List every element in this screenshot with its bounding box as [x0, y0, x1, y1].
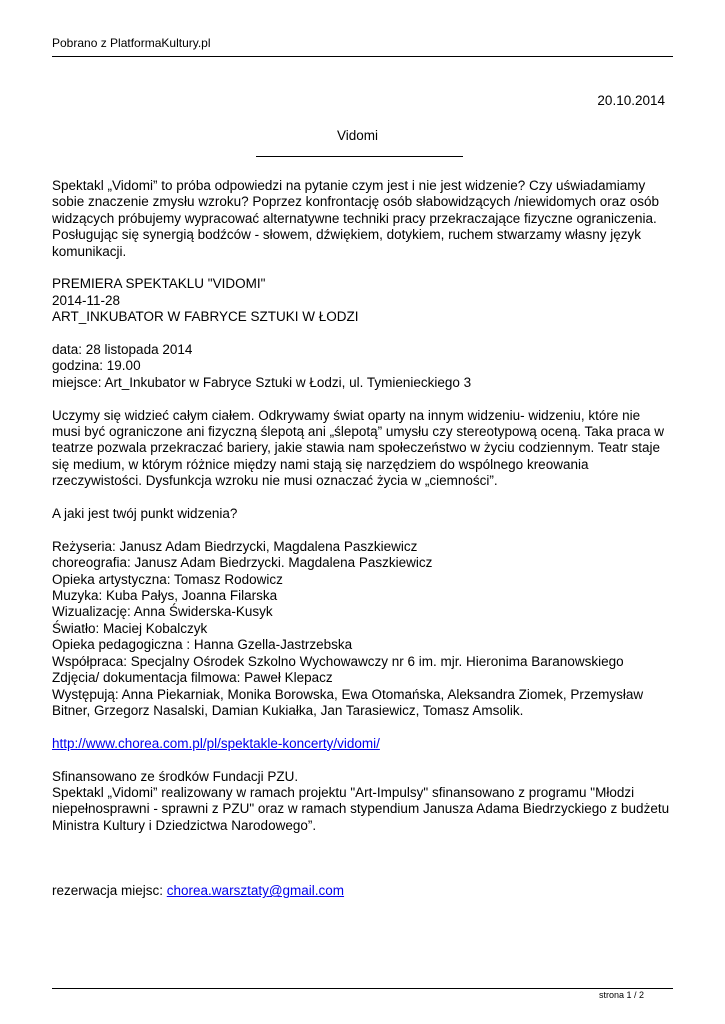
- credits-block: [52, 539, 672, 719]
- event-date: data: 28 listopada 2014: [52, 342, 193, 358]
- header-divider: [52, 56, 673, 57]
- reservation-line: [52, 883, 672, 899]
- credit-line: choreografia: Janusz Adam Biedrzycki. Magdalena Paszkiewicz: [52, 555, 433, 571]
- credit-line: Opieka pedagogiczna : Hanna Gzella-Jastrzebska: [52, 637, 353, 653]
- premiere-venue: ART_INKUBATOR W FABRYCE SZTUKI W ŁODZI: [52, 309, 359, 325]
- event-time: godzina: 19.00: [52, 358, 141, 374]
- article-body: [52, 178, 672, 916]
- credit-line: Współpraca: Specjalny Ośrodek Szkolno Wychowawczy nr 6 im. mjr. Hieronima Baranowskiego: [52, 653, 624, 669]
- footer-divider: [52, 988, 673, 989]
- credit-line: Reżyseria: Janusz Adam Biedrzycki, Magdalena Paszkiewicz: [52, 538, 418, 554]
- page-title: Vidomi: [336, 128, 379, 143]
- title-underline: [256, 156, 463, 157]
- question-line: A jaki jest twój punkt widzenia?: [52, 506, 238, 522]
- reservation-email-link[interactable]: chorea.warsztaty@gmail.com: [166, 883, 345, 899]
- intro-paragraph: Spektakl „Vidomi” to próba odpowiedzi na pytanie czym jest i nie jest widzenie? Czy uświadamiamy sobie znaczenie zmysłu wzroku? Poprzez konfrontację osób słabowidzących /niewidomych oraz osób widzących próbujemy wypracować alternatywne techniki pracy przekraczające fizyczne ograniczenia. Posługując się synergią bodźców - słowem, dźwiękiem, dotykiem, ruchem stwarzamy własny język komunikacji.: [52, 178, 660, 259]
- credit-line: Światło: Maciej Kobalczyk: [52, 620, 208, 636]
- funding-block: [52, 769, 672, 835]
- credit-line: Muzyka: Kuba Pałys, Joanna Filarska: [52, 588, 278, 604]
- reservation-label: rezerwacja miejsc:: [52, 883, 167, 899]
- event-details: [52, 342, 672, 391]
- funding-details: Spektakl „Vidomi” realizowany w ramach projektu "Art-Impulsy" sfinansowano z programu "Młodzi niepełnosprawni - sprawni z PZU" oraz w ramach stypendium Janusza Adama Biedrzyckiego z budżetu Ministra Kultury i Dziedzictwa Narodowego”.: [52, 784, 670, 833]
- description-paragraph: Uczymy się widzieć całym ciałem. Odkrywamy świat oparty na innym widzeniu- widzeniu, które nie musi być ograniczone ani fizyczną ślepotą ani „ślepotą” umysłu czy stereotypową oceną. Taka praca w teatrze pozwala przekraczać bariery, jakie stawia nam społeczeństwo w życiu codziennym. Teatr staje się medium, w którym różnice między nami stają się narzędziem do wspólnego kreowania rzeczywistości. Dysfunkcja wzroku nie musi oznaczać życia w „ciemności”.: [52, 407, 665, 489]
- funding-source: Sfinansowano ze środków Fundacji PZU.: [52, 768, 299, 784]
- event-place: miejsce: Art_Inkubator w Fabryce Sztuki w Łodzi, ul. Tymienieckiego 3: [52, 374, 472, 390]
- document-date: 20.10.2014: [597, 93, 665, 108]
- link-paragraph: [52, 736, 672, 752]
- credit-line: Wizualizację: Anna Świderska-Kusyk: [52, 604, 273, 620]
- premiere-heading: PREMIERA SPEKTAKLU "VIDOMI": [52, 276, 266, 292]
- chorea-vidomi-link[interactable]: http://www.chorea.com.pl/pl/spektakle-koncerty/vidomi/: [52, 735, 380, 751]
- spacer: [52, 851, 672, 867]
- page-number: strona 1 / 2: [598, 990, 644, 1000]
- premiere-date: 2014-11-28: [52, 292, 121, 308]
- page-header-source: Pobrano z PlatformaKultury.pl: [52, 36, 211, 50]
- credit-line: Zdjęcia/ dokumentacja filmowa: Paweł Klepacz: [52, 670, 333, 686]
- credit-line: Opieka artystyczna: Tomasz Rodowicz: [52, 571, 283, 587]
- credit-line: Występują: Anna Piekarniak, Monika Borowska, Ewa Otomańska, Aleksandra Ziomek, Przemysław: [52, 686, 644, 702]
- premiere-block: [52, 276, 672, 325]
- credit-line: Bitner, Grzegorz Nasalski, Damian Kukiałka, Jan Tarasiewicz, Tomasz Amsolik.: [52, 702, 524, 718]
